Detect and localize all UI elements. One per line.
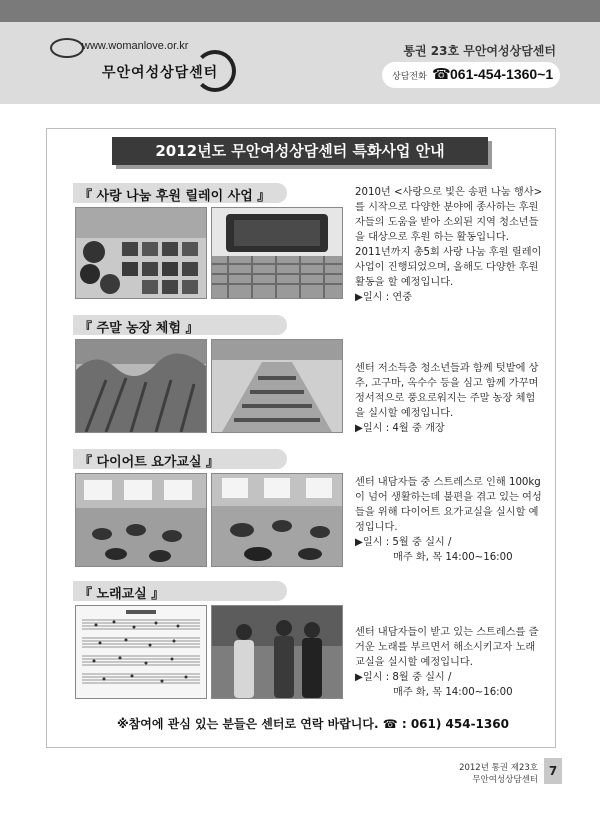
logo-swoosh-icon (50, 38, 84, 58)
issue-label: 통권 23호 무안여성상담센터 (403, 44, 556, 58)
photo-singers (211, 605, 343, 699)
photo-yoga-class (75, 473, 207, 567)
description-paragraph: 센터 내담자들 중 스트레스로 인해 100kg이 넘어 생활하는데 불편을 겪고 있는 여성들을 위해 다이어트 요가교실을 실시할 예정입니다. (355, 477, 542, 533)
phone-number: 061-454-1360~1 (450, 66, 554, 82)
section-title: 『 주말 농장 체험 』 (79, 321, 199, 336)
schedule-time: 매주 화, 목 14:00~16:00 (393, 687, 513, 698)
section-description (355, 625, 543, 700)
section-description (355, 475, 543, 565)
schedule-line: ▶일시 : 5월 중 실시 / (355, 537, 452, 548)
section-description (355, 185, 543, 305)
section-heading-bar (73, 449, 287, 469)
section-heading-bar (73, 315, 287, 335)
photo-donation-gift (211, 207, 343, 299)
schedule-time: 매주 화, 목 14:00~16:00 (393, 552, 513, 563)
photo-farm-field (211, 339, 343, 433)
title-bar (112, 137, 488, 165)
logo-ring-icon (194, 50, 236, 92)
section-description (355, 361, 543, 436)
schedule-line: ▶일시 : 4월 중 개장 (355, 423, 445, 434)
section-heading-bar (73, 183, 287, 203)
contact-note: ※참여에 관심 있는 분들은 센터로 연락 바랍니다. ☎ : 061) 454-1360 (117, 717, 509, 731)
page-header (0, 22, 600, 104)
section-title: 『 노래교실 』 (79, 587, 165, 602)
description-paragraph: 센터 내담자들이 받고 있는 스트레스를 즐거운 노래를 부르면서 해소시키고자 노래교실을 실시할 예정입니다. (355, 627, 539, 668)
phone-box (382, 62, 560, 88)
section-title: 『 다이어트 요가교실 』 (79, 455, 220, 470)
footer-center: 무안여성상담센터 (472, 775, 538, 785)
page-footer (459, 762, 538, 786)
section-heading-bar (73, 581, 287, 601)
logo-center-name: 무안여성상담센터 (102, 65, 219, 81)
schedule-line: ▶일시 : 8월 중 실시 / (355, 672, 452, 683)
top-strip (0, 0, 600, 22)
photo-sheet-music (75, 605, 207, 699)
content-frame (46, 128, 556, 748)
schedule-line: ▶일시 : 연중 (355, 292, 413, 303)
description-paragraph: 센터 저소득층 청소년들과 함께 텃밭에 상추, 고구마, 옥수수 등을 심고 함께 가꾸며 정서적으로 풍요로워지는 주말 농장 체험을 실시할 예정입니다. (355, 363, 539, 419)
footer-issue: 2012년 통권 제23호 (459, 763, 538, 773)
phone-icon: ☎ (432, 65, 451, 83)
description-paragraph: 2011년까지 총5회 사랑 나눔 후원 릴레이 사업이 진행되었으며, 올해도 다양한 후원 활동을 할 예정입니다. (355, 247, 542, 288)
photo-farm-crops (75, 339, 207, 433)
center-logo (44, 32, 244, 92)
photo-yoga-stretch (211, 473, 343, 567)
description-paragraph: 2010년 <사랑으로 빛은 송편 나눔 행사>를 시작으로 다양한 분야에 종사하는 후원자들의 도움을 받아 소외된 지역 청소년들을 대상으로 후원 하는 활동입니다. (355, 187, 543, 243)
page-title: 2012년도 무안여성상담센터 특화사업 안내 (155, 142, 445, 160)
section-title: 『 사랑 나눔 후원 릴레이 사업 』 (79, 189, 271, 204)
page-number: 7 (544, 758, 562, 784)
website-url[interactable]: www.womanlove.or.kr (82, 40, 189, 52)
phone-label: 상담전화 (392, 72, 427, 82)
photo-rice-cakes (75, 207, 207, 299)
